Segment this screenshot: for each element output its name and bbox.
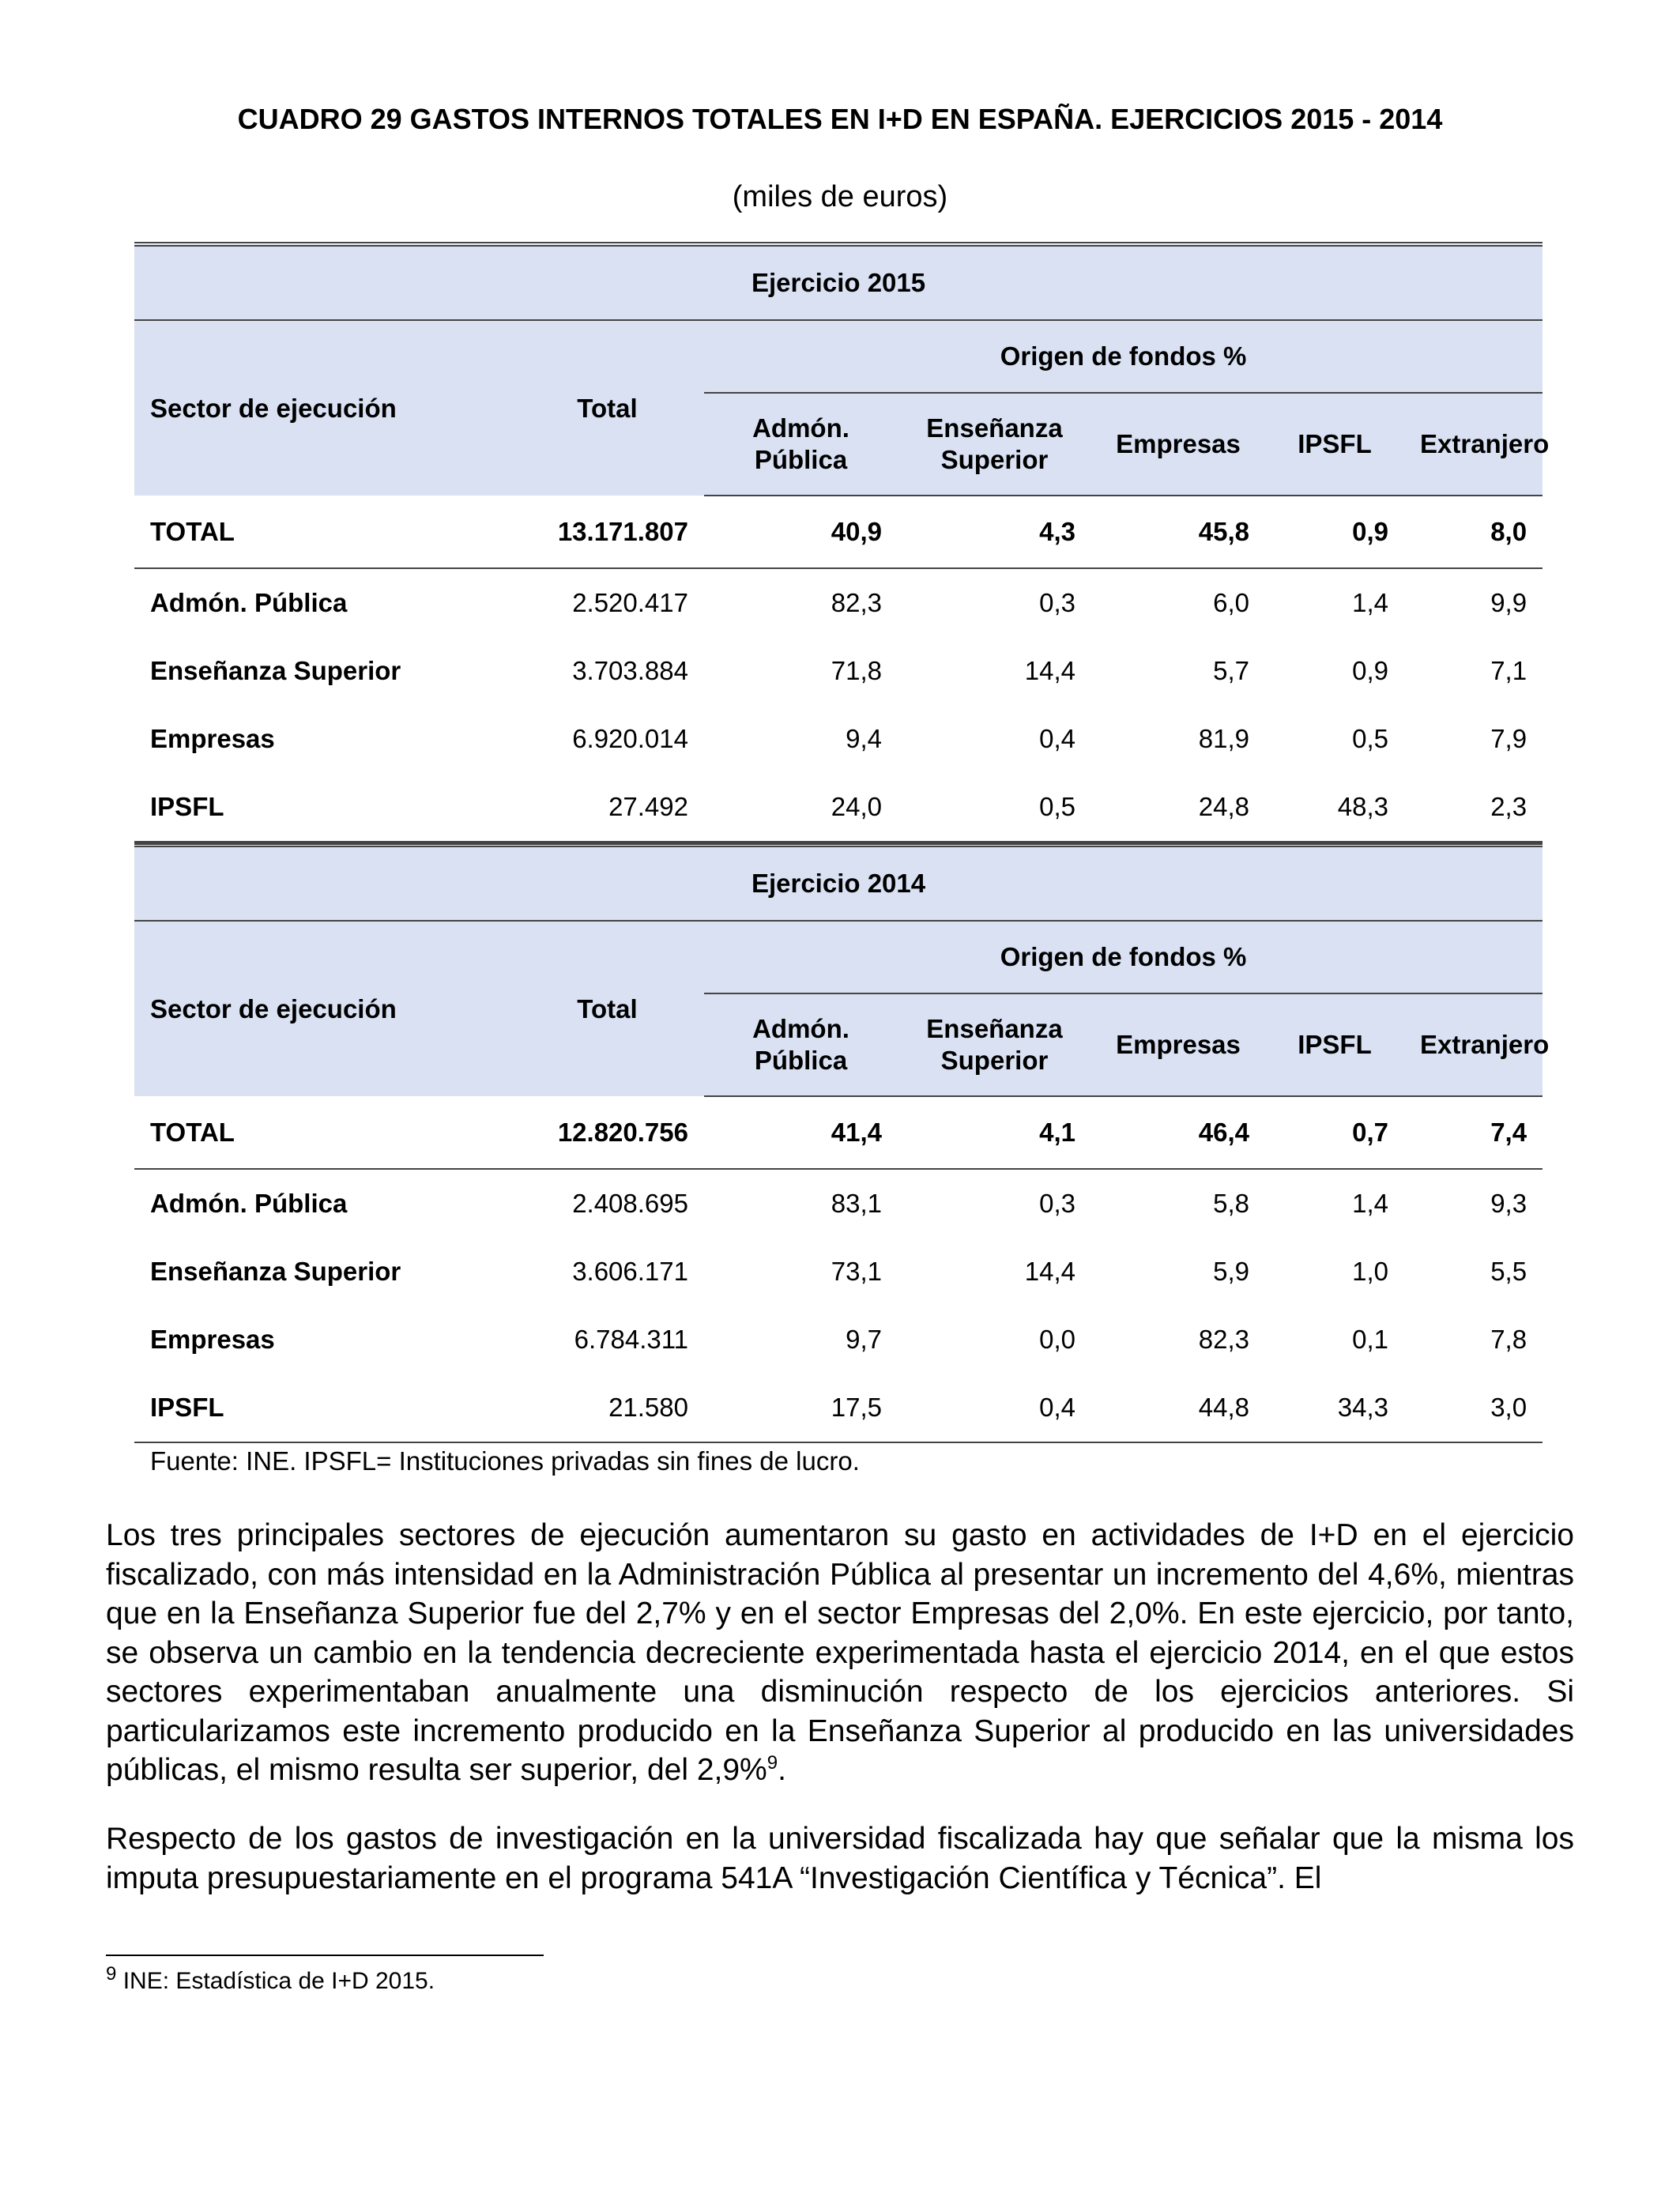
- year-header: Ejercicio 2014: [134, 845, 1543, 921]
- sector-cell: Admón. Pública: [150, 1189, 348, 1218]
- ipsfl-cell: 0,9: [1352, 656, 1388, 685]
- admon-cell: 41,4: [704, 1096, 898, 1169]
- extranjero-cell: 3,0: [1404, 1374, 1543, 1442]
- sector-cell: Empresas: [150, 724, 275, 753]
- extranjero-cell: 7,8: [1490, 1325, 1527, 1354]
- total-column-header: Total: [510, 320, 704, 496]
- empresas-cell: 44,8: [1091, 1374, 1265, 1442]
- empresas-cell: 81,9: [1198, 724, 1249, 753]
- empresas-cell: 82,3: [1198, 1325, 1249, 1354]
- table-row: [134, 637, 1543, 705]
- extranjero-column-header: Extranjero: [1404, 393, 1543, 496]
- footnote-divider: [106, 1955, 544, 1956]
- footnote-reference[interactable]: 9: [767, 1752, 778, 1774]
- ensenanza-cell: 14,4: [1024, 1257, 1075, 1286]
- admon-cell: 73,1: [831, 1257, 882, 1286]
- total-cell: 27.492: [510, 773, 704, 843]
- ensenanza-cell: 4,1: [898, 1096, 1091, 1169]
- sector-column-header: Sector de ejecución: [134, 320, 510, 496]
- empresas-column-header: Empresas: [1091, 393, 1265, 496]
- admon-cell: 83,1: [831, 1189, 882, 1218]
- extranjero-cell: 9,3: [1490, 1189, 1527, 1218]
- source-note: Fuente: INE. IPSFL= Instituciones privadas sin fines de lucro.: [150, 1446, 860, 1476]
- empresas-cell: 5,7: [1213, 656, 1249, 685]
- origin-header: Origen de fondos %: [704, 921, 1543, 993]
- ipsfl-column-header: IPSFL: [1265, 393, 1404, 496]
- units-subtitle: (miles de euros): [732, 180, 948, 213]
- ensenanza-cell: 0,4: [898, 1374, 1091, 1442]
- body-paragraph: Respecto de los gastos de investigación en la universidad fiscalizada hay que señalar que la misma los imputa presupuestariamente en el programa 541A “Investigación Científica y Técnica”. El: [106, 1822, 1574, 1895]
- ipsfl-cell: 1,4: [1352, 1189, 1388, 1218]
- total-cell: 6.920.014: [572, 724, 688, 753]
- ipsfl-cell: 0,1: [1352, 1325, 1388, 1354]
- table-2014: [134, 843, 1550, 1443]
- admon-column-header: Admón. Pública: [704, 993, 898, 1096]
- ipsfl-cell: 48,3: [1265, 773, 1404, 843]
- table-row: [134, 1096, 1543, 1169]
- admon-cell: 71,8: [831, 656, 882, 685]
- extranjero-cell: 9,9: [1490, 588, 1527, 617]
- admon-cell: 9,7: [846, 1325, 882, 1354]
- sector-column-header: Sector de ejecución: [134, 921, 510, 1096]
- total-cell: 2.520.417: [572, 588, 688, 617]
- year-header: Ejercicio 2015: [134, 244, 1543, 320]
- total-column-header: Total: [510, 921, 704, 1096]
- empresas-cell: 5,9: [1213, 1257, 1249, 1286]
- table-row: [134, 773, 1543, 843]
- ensenanza-column-header: Enseñanza Superior: [898, 993, 1091, 1096]
- admon-cell: 9,4: [846, 724, 882, 753]
- extranjero-cell: 5,5: [1490, 1257, 1527, 1286]
- table-row: [134, 568, 1543, 637]
- total-cell: 21.580: [510, 1374, 704, 1442]
- extranjero-cell: 7,9: [1490, 724, 1527, 753]
- empresas-cell: 45,8: [1091, 496, 1265, 568]
- sector-cell: Enseñanza Superior: [150, 1257, 401, 1286]
- table-row: [134, 1238, 1543, 1306]
- sector-cell: Empresas: [150, 1325, 275, 1354]
- sector-cell: TOTAL: [134, 496, 510, 568]
- ensenanza-column-header: Enseñanza Superior: [898, 393, 1091, 496]
- ensenanza-cell: 4,3: [898, 496, 1091, 568]
- empresas-cell: 6,0: [1213, 588, 1249, 617]
- table-row: [134, 705, 1543, 773]
- ensenanza-cell: 0,4: [1039, 724, 1075, 753]
- total-cell: 3.606.171: [572, 1257, 688, 1286]
- ipsfl-cell: 34,3: [1265, 1374, 1404, 1442]
- ensenanza-cell: 0,3: [1039, 1189, 1075, 1218]
- admon-cell: 24,0: [704, 773, 898, 843]
- ipsfl-column-header: IPSFL: [1265, 993, 1404, 1096]
- extranjero-cell: 7,4: [1404, 1096, 1543, 1169]
- extranjero-cell: 8,0: [1404, 496, 1543, 568]
- table-row: [134, 1169, 1543, 1238]
- admon-column-header: Admón. Pública: [704, 393, 898, 496]
- total-cell: 13.171.807: [510, 496, 704, 568]
- empresas-cell: 24,8: [1091, 773, 1265, 843]
- ensenanza-cell: 0,0: [1039, 1325, 1075, 1354]
- table-row: [134, 1374, 1543, 1442]
- ipsfl-cell: 0,9: [1265, 496, 1404, 568]
- admon-cell: 40,9: [704, 496, 898, 568]
- table-row: [134, 1306, 1543, 1374]
- admon-cell: 17,5: [704, 1374, 898, 1442]
- origin-header: Origen de fondos %: [704, 320, 1543, 393]
- empresas-cell: 5,8: [1213, 1189, 1249, 1218]
- body-paragraph: Los tres principales sectores de ejecución aumentaron su gasto en actividades de I+D en el ejercicio fiscalizado, con más intensidad en la Administración Pública al presentar un incremento del 4,6%, mientras que en la Enseñanza Superior fue del 2,7% y en el sector Empresas del 2,0%. En este ejercicio, por tanto, se observa un cambio en la tendencia decreciente experimentada hasta el ejercicio 2014, en el que estos sectores experimentaban anualmente una disminución respecto de los ejercicios anteriores. Si particularizamos este incremento producido en la Enseñanza Superior al producido en las universidades públicas, el mismo resulta ser superior, del 2,9%$^9$.: [106, 1518, 1574, 1787]
- ipsfl-cell: 0,7: [1265, 1096, 1404, 1169]
- total-cell: 12.820.756: [510, 1096, 704, 1169]
- ensenanza-cell: 0,5: [898, 773, 1091, 843]
- ensenanza-cell: 0,3: [1039, 588, 1075, 617]
- extranjero-cell: 2,3: [1404, 773, 1543, 843]
- table-2015: [134, 242, 1550, 846]
- total-cell: 6.784.311: [574, 1325, 688, 1354]
- sector-cell: IPSFL: [134, 1374, 510, 1442]
- sector-cell: Enseñanza Superior: [150, 656, 401, 685]
- table-row: [134, 496, 1543, 568]
- total-cell: 3.703.884: [572, 656, 688, 685]
- page-title: CUADRO 29 GASTOS INTERNOS TOTALES EN I+D EN ESPAÑA. EJERCICIOS 2015 - 2014: [237, 103, 1443, 135]
- extranjero-column-header: Extranjero: [1404, 993, 1543, 1096]
- ipsfl-cell: 1,0: [1352, 1257, 1388, 1286]
- extranjero-cell: 7,1: [1490, 656, 1527, 685]
- sector-cell: IPSFL: [134, 773, 510, 843]
- ipsfl-cell: 0,5: [1352, 724, 1388, 753]
- total-cell: 2.408.695: [572, 1189, 688, 1218]
- ipsfl-cell: 1,4: [1352, 588, 1388, 617]
- empresas-column-header: Empresas: [1091, 993, 1265, 1096]
- footnote: $^9$ INE: Estadística de I+D 2015.: [106, 1963, 435, 1994]
- ensenanza-cell: 14,4: [1024, 656, 1075, 685]
- sector-cell: TOTAL: [134, 1096, 510, 1169]
- admon-cell: 82,3: [831, 588, 882, 617]
- sector-cell: Admón. Pública: [150, 588, 348, 617]
- empresas-cell: 46,4: [1091, 1096, 1265, 1169]
